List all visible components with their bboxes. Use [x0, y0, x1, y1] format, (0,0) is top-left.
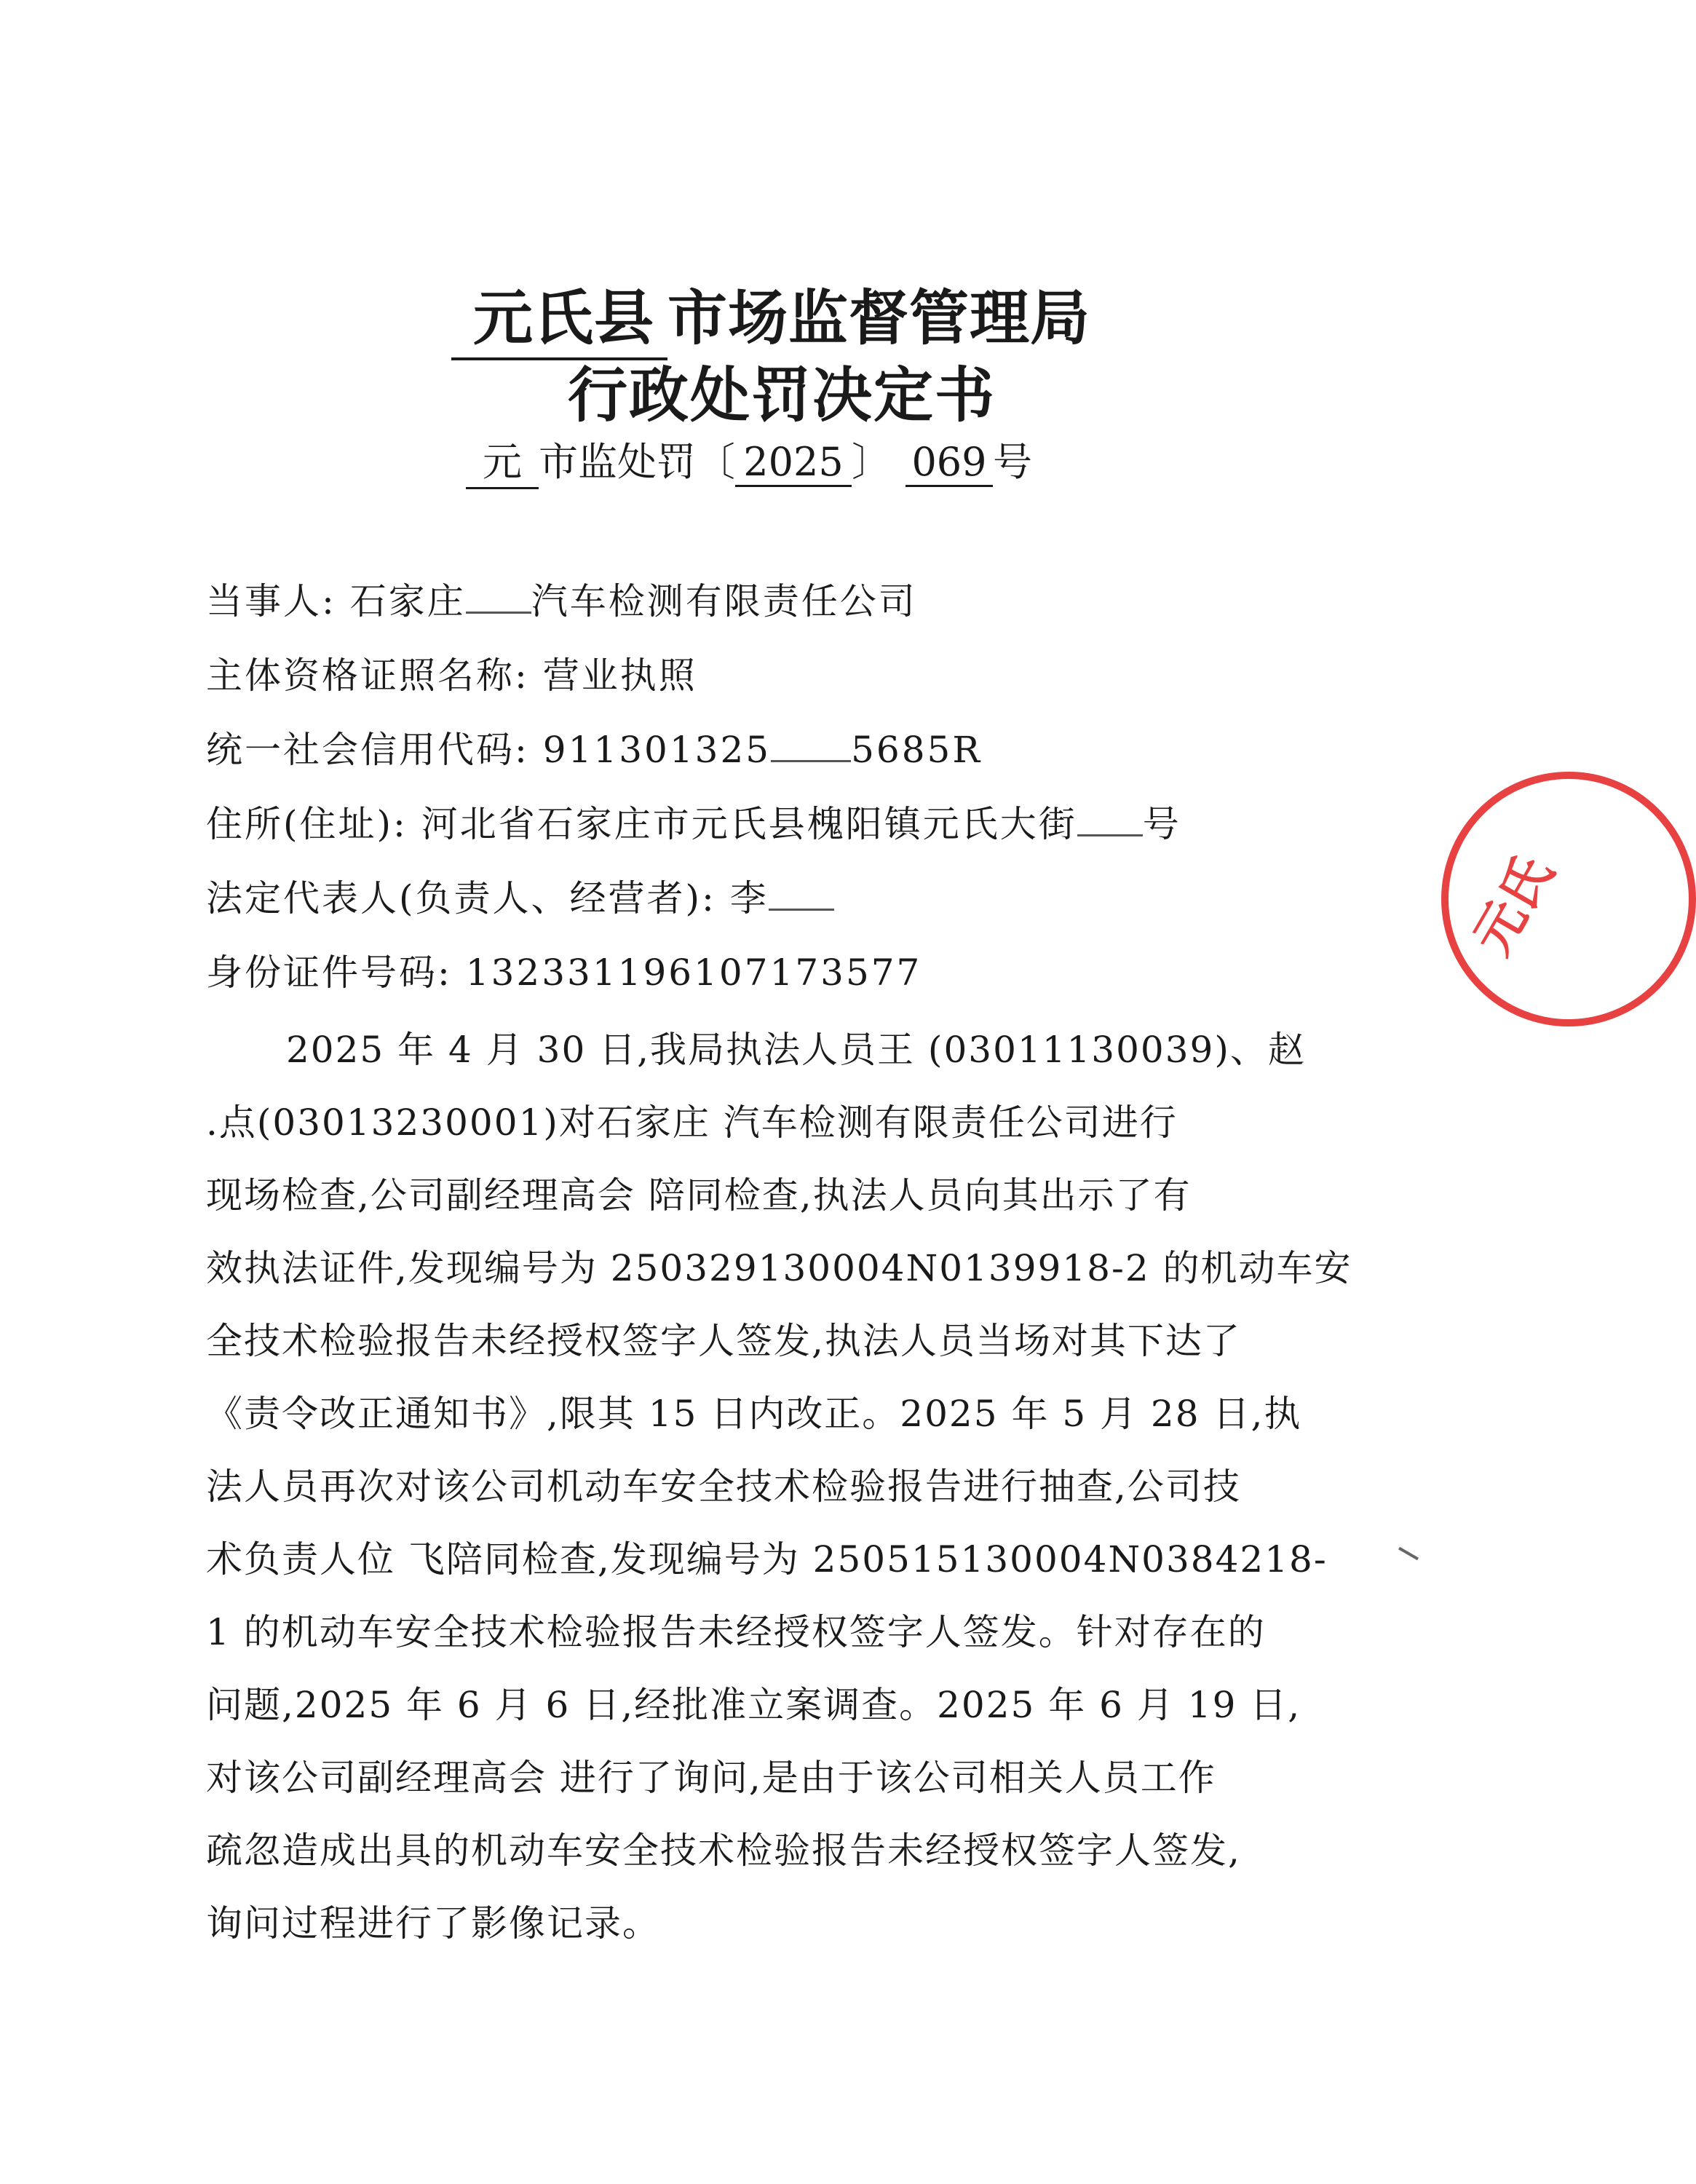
- legal-rep-value: 李: [729, 877, 769, 919]
- party-label: 当事人:: [206, 580, 336, 622]
- redaction-mark: [466, 585, 531, 614]
- docno-number: 069: [906, 439, 993, 487]
- document-title: 行政处罚决定书: [568, 360, 996, 430]
- license-value: 营业执照: [542, 654, 697, 697]
- field-party: [206, 572, 917, 625]
- license-label: 主体资格证照名称:: [206, 654, 529, 697]
- redaction-mark: [1077, 808, 1143, 836]
- narrative-line: .点(03013230001)对石家庄 汽车检测有限责任公司进行: [206, 1101, 1178, 1144]
- agency-name: 市场监督管理局: [667, 283, 1091, 353]
- narrative-line: 2025 年 4 月 30 日,我局执法人员王 (03011130039)、赵: [286, 1029, 1306, 1071]
- docno-suffix: 号: [993, 439, 1032, 485]
- credit-code-start: 911301325: [542, 729, 772, 771]
- party-value-start: 石家庄: [349, 580, 466, 622]
- narrative-line: 全技术检验报告未经授权签字人签发,执法人员当场对其下达了: [206, 1320, 1241, 1362]
- legal-rep-label: 法定代表人(负责人、经营者):: [206, 877, 716, 919]
- field-legal-rep: [206, 869, 834, 922]
- county-name: 元氏县: [451, 271, 667, 360]
- narrative-line: 1 的机动车安全技术检验报告未经授权签字人签发。针对存在的: [206, 1611, 1266, 1653]
- field-credit-code: [206, 721, 982, 773]
- credit-code-label: 统一社会信用代码:: [206, 729, 529, 771]
- id-number-label: 身份证件号码:: [206, 951, 452, 994]
- party-value-end: 汽车检测有限责任公司: [531, 580, 917, 622]
- field-license-name: [206, 646, 697, 699]
- field-address: [206, 795, 1181, 847]
- document-number: [466, 431, 1032, 489]
- docno-prefix: 元: [466, 431, 539, 489]
- narrative-line: 术负责人位 飞陪同检查,发现编号为 250515130004N0384218-: [206, 1538, 1328, 1580]
- field-id-number: [206, 943, 922, 996]
- agency-title: [451, 271, 1090, 360]
- docno-mid: 市监处罚〔: [539, 439, 735, 485]
- narrative-line: 问题,2025 年 6 月 6 日,经批准立案调查。2025 年 6 月 19 日,: [206, 1684, 1301, 1726]
- docno-year: 2025: [735, 439, 852, 487]
- narrative-line: 法人员再次对该公司机动车安全技术检验报告进行抽查,公司技: [206, 1465, 1241, 1508]
- narrative-line: 询问过程进行了影像记录。: [206, 1902, 660, 1944]
- address-value-start: 河北省石家庄市元氏县槐阳镇元氏大街: [421, 803, 1077, 845]
- credit-code-end: 5685R: [851, 729, 982, 771]
- narrative-line: 现场检查,公司副经理高会 陪同检查,执法人员向其出示了有: [206, 1174, 1192, 1216]
- docno-close: 〕: [852, 439, 891, 485]
- id-number-value: 132331196107173577: [465, 951, 922, 994]
- address-label: 住所(住址):: [206, 803, 408, 845]
- narrative-line: 《责令改正通知书》,限其 15 日内改正。2025 年 5 月 28 日,执: [206, 1393, 1302, 1435]
- narrative-line: 对该公司副经理高会 进行了询问,是由于该公司相关人员工作: [206, 1757, 1216, 1799]
- seal-text: 元氏: [1462, 846, 1565, 965]
- scan-mark: [1398, 1547, 1419, 1560]
- address-value-end: 号: [1142, 803, 1181, 845]
- redaction-mark: [769, 882, 834, 911]
- narrative-line: 效执法证件,发现编号为 250329130004N0139918-2 的机动车安: [206, 1247, 1352, 1289]
- official-seal: [1441, 772, 1696, 1026]
- case-narrative: [206, 1013, 1352, 1960]
- narrative-line: 疏忽造成出具的机动车安全技术检验报告未经授权签字人签发,: [206, 1829, 1241, 1872]
- redaction-mark: [771, 734, 851, 762]
